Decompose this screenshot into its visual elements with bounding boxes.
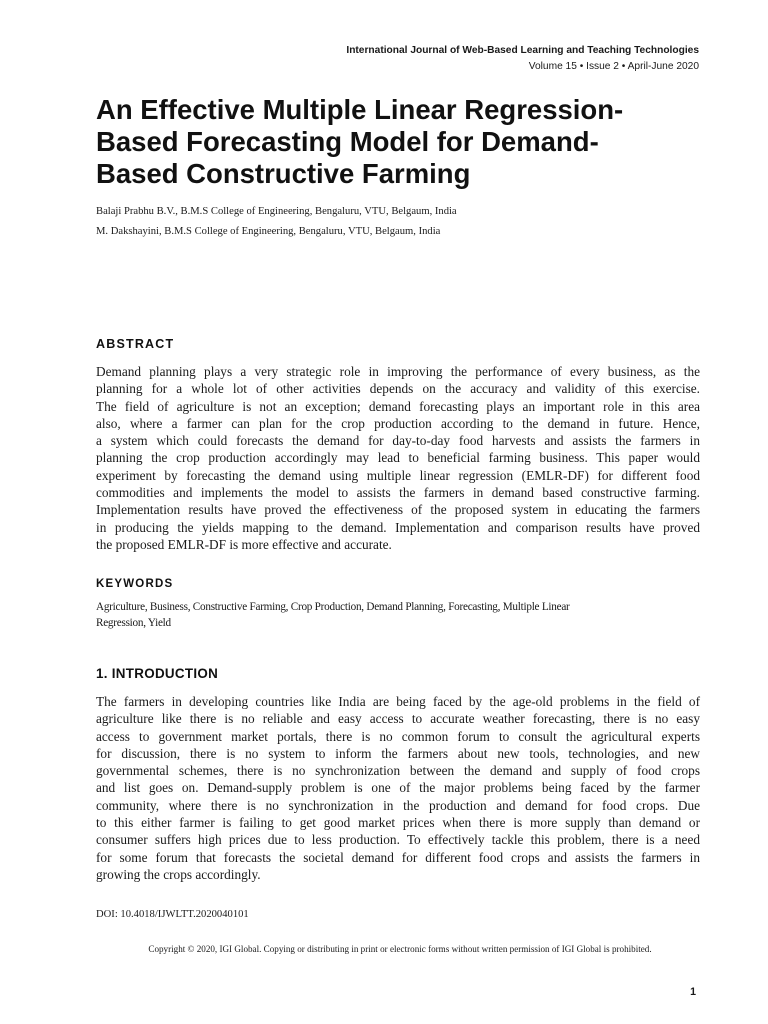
text-line: The field of agriculture is not an exception; demand forecasting plays an important role in this area xyxy=(96,398,700,414)
text-line: consumer suffers high prices due to less production. To effectively tackle this problem, there is a need xyxy=(96,832,700,848)
text-line: commodities and implements the model to assists the farmers in demand based constructive farming. xyxy=(96,485,700,501)
text-line: community, where there is no synchronization in the production and demand for food crops. Due xyxy=(96,797,700,813)
text-line: Demand planning plays a very strategic role in improving the performance of every business, as the xyxy=(96,364,700,379)
text-line: also, where a farmer can plan for the crop production according to the demand in future. Hence, xyxy=(96,415,700,431)
keywords-heading: KEYWORDS xyxy=(96,578,174,590)
journal-issue: Volume 15 • Issue 2 • April-June 2020 xyxy=(528,61,699,72)
text-line: planning for a whole lot of other activities depends on the accuracy and validity of this exercise. xyxy=(96,381,700,397)
text-line: Agriculture, Business, Constructive Farming, Crop Production, Demand Planning, Forecasting, Multiple Linear xyxy=(96,601,570,613)
text-line: Regression, Yield xyxy=(96,616,171,629)
text-line: to this either farmer is failing to get good market prices when there is more supply than demand or xyxy=(96,815,700,831)
title-line: Based Forecasting Model for Demand- xyxy=(96,126,599,157)
journal-name: International Journal of Web-Based Learning and Teaching Technologies xyxy=(346,45,699,56)
text-line: growing the crops accordingly. xyxy=(96,866,261,882)
keywords-text xyxy=(96,600,700,631)
text-line: Implementation results have proved the effectiveness of the proposed system in educating the farmers xyxy=(96,502,700,518)
copyright-notice: Copyright © 2020, IGI Global. Copying or distributing in print or electronic forms without written permission of IGI Global is prohibited. xyxy=(148,944,652,954)
text-line: and list goes on. Demand-supply problem is one of the major problems being faced by the farmer xyxy=(96,780,700,796)
text-line: the proposed EMLR-DF is more effective and accurate. xyxy=(96,536,392,552)
introduction-heading: 1. INTRODUCTION xyxy=(96,666,219,681)
author-affiliation: Balaji Prabhu B.V., B.M.S College of Engineering, Bengaluru, VTU, Belgaum, India xyxy=(96,206,457,217)
text-line: The farmers in developing countries like India are being faced by the age-old problems in the field of xyxy=(96,694,700,709)
author-affiliation: M. Dakshayini, B.M.S College of Engineering, Bengaluru, VTU, Belgaum, India xyxy=(96,226,441,237)
text-line: in producing the yields mapping to the demand. Implementation and comparison results have proved xyxy=(96,519,700,535)
text-line: for discussion, there is no system to inform the farmers about new tools, technologies, and new xyxy=(96,745,700,761)
text-line: for some forum that forecasts the societal demand for different food crops and assists the farmers in xyxy=(96,849,700,865)
doi-text: DOI: 10.4018/IJWLTT.2020040101 xyxy=(96,909,249,920)
text-line: experiment by forecasting the demand using multiple linear regression (EMLR-DF) for different food xyxy=(96,467,700,483)
abstract-heading: ABSTRACT xyxy=(96,337,175,351)
paper-title xyxy=(96,94,676,190)
title-line: Based Constructive Farming xyxy=(96,158,471,189)
text-line: a system which could forecasts the demand for day-to-day food harvests and assists the farmers in xyxy=(96,433,700,449)
text-line: planning the crop production accordingly may lead to beneficial farming business. This paper would xyxy=(96,450,700,466)
abstract-text xyxy=(96,363,700,553)
text-line: agriculture like there is no reliable and easy access to accurate weather forecasting, there is no easy xyxy=(96,711,700,727)
title-line: An Effective Multiple Linear Regression- xyxy=(96,94,624,125)
text-line: governmental schemes, there is no synchronization between the demand and supply of food crops xyxy=(96,763,700,779)
introduction-text xyxy=(96,693,700,883)
text-line: access to government market portals, there is no common forum to consult the agricultural experts xyxy=(96,728,700,744)
page-number: 1 xyxy=(690,986,696,998)
